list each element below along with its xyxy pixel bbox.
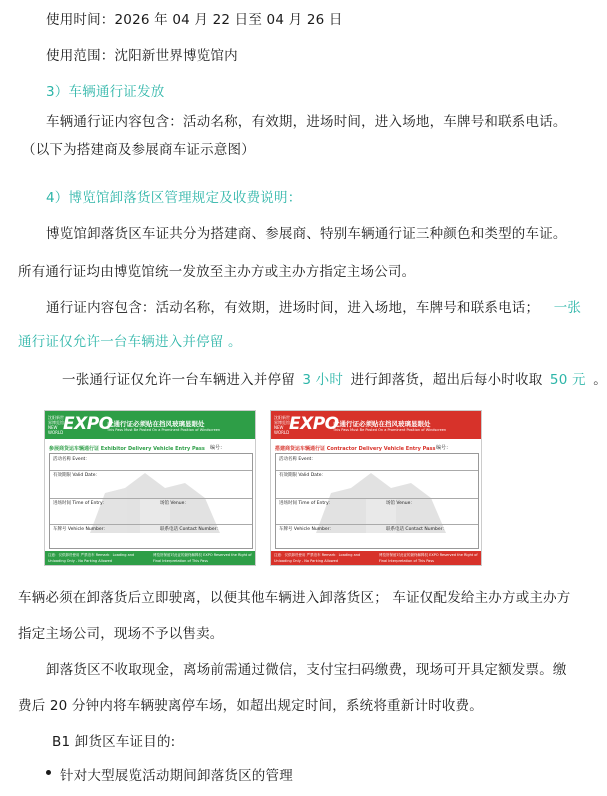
windscreen-notice (107, 419, 255, 432)
form-row (276, 454, 478, 471)
footer-rights: 博览馆保留对此证的最终解释权 EXPO Reserved the Right of Final Interpretation of This Pass (153, 553, 252, 563)
field-event: 活动名称 Event： (279, 457, 316, 462)
exhibitor-pass-green (44, 410, 256, 566)
paragraph-payment-1: 卸落货区不收取现金，离场前需通过微信，支付宝扫码缴费，现场可开具定额发票。缴 (46, 662, 567, 678)
field-contact-number: 联系电话 Contact Number： (386, 527, 447, 532)
field-valid-date: 有效期限 Valid Date： (279, 473, 326, 478)
paragraph-pass-rule-1 (46, 296, 581, 316)
pass-form (49, 453, 253, 549)
fee-text-a: 一张通行证仅允许一台车辆进入并停留 (62, 372, 295, 388)
notice-cn: 此通行证必须贴在挡风玻璃显眼处 (333, 419, 431, 428)
form-row (276, 470, 478, 499)
field-time-of-entry: 进场时间 Time of Entry： (279, 501, 334, 506)
brand-small-text: 沈阳新世界博览馆 NEW WORLD (274, 415, 290, 435)
subheading-b1: B1 卸货区车证目的: (52, 734, 176, 750)
pass-rule-text: 通行证内容包含：活动名称，有效期，进场时间，进入场地，车牌号和联系电话； (46, 300, 540, 316)
pass-header (271, 411, 481, 439)
form-row (50, 498, 252, 525)
fee-amount: 50 元 (549, 372, 586, 388)
field-time-of-entry: 进场时间 Time of Entry： (53, 501, 108, 506)
form-row (276, 498, 478, 525)
windscreen-notice (333, 419, 481, 432)
notice-en: This Pass Must Be Posted On a Prominent Position of Windscreen (107, 427, 221, 432)
field-venue: 场馆 Venue： (386, 501, 415, 506)
usage-time: 使用时间：2026 年 04 月 22 日至 04 月 26 日 (46, 12, 343, 28)
paragraph-payment-2: 费后 20 分钟内将车辆驶离停车场，如超出规定时间，系统将重新计时收费。 (18, 698, 483, 714)
pass-form (275, 453, 479, 549)
notice-cn: 此通行证必须贴在挡风玻璃显眼处 (107, 419, 205, 428)
bullet-dot (46, 770, 51, 775)
form-row (276, 524, 478, 548)
paragraph-parking-fee (62, 368, 607, 388)
paragraph-pass-contents: 车辆通行证内容包含：活动名称，有效期，进场时间，进入场地，车牌号和联系电话。 (46, 114, 567, 130)
field-venue: 场馆 Venue： (160, 501, 189, 506)
contractor-pass-red (270, 410, 482, 566)
paragraph-leave-after-unload-1: 车辆必须在卸落货后立即驶离，以便其他车辆进入卸落货区； 车证仅配发给主办方或主办方 (18, 590, 571, 606)
paragraph-pass-types-1: 博览馆卸落货区车证共分为搭建商、参展商、特别车辆通行证三种颜色和类型的车证。 (46, 226, 567, 242)
pass-title: 搭建商货运车辆通行证 Contractor Delivery Vehicle Entry Pass (275, 446, 436, 452)
expo-logo (271, 411, 339, 439)
form-row (50, 524, 252, 548)
bullet-item-1: 针对大型展览活动期间卸落货区的管理 (60, 768, 293, 784)
field-vehicle-number: 车牌号 Vehicle Number： (279, 527, 335, 532)
pass-footer (271, 551, 481, 565)
fee-text-b: 进行卸落货，超出后每小时收取 (350, 372, 543, 388)
field-vehicle-number: 车牌号 Vehicle Number： (53, 527, 109, 532)
paragraph-leave-after-unload-2: 指定主场公司，现场不予以售卖。 (18, 626, 224, 642)
form-row (50, 470, 252, 499)
section-heading-4: 4）博览馆卸落货区管理规定及收费说明： (46, 190, 302, 206)
pass-number-label: 编号： (435, 445, 451, 451)
pass-rule-highlight: 一张 (553, 300, 582, 316)
footer-remark: 注意：仅供卸货使用 严禁泊车 Remark：Loading and Unloading Only - No Parking Allowed (48, 553, 135, 563)
vehicle-pass-samples (44, 410, 482, 566)
expo-logo (45, 411, 113, 439)
form-row (50, 454, 252, 471)
field-event: 活动名称 Event： (53, 457, 90, 462)
logo-text: EXPO (289, 414, 339, 434)
logo-text: EXPO (63, 414, 113, 434)
paragraph-pass-types-2: 所有通行证均由博览馆统一发放至主办方或主办方指定主场公司。 (18, 264, 416, 280)
field-contact-number: 联系电话 Contact Number： (160, 527, 221, 532)
paragraph-diagram-note: （以下为搭建商及参展商车证示意图） (22, 142, 255, 158)
footer-remark: 注意：仅供卸货使用 严禁泊车 Remark：Loading and Unloading Only - No Parking Allowed (274, 553, 361, 563)
section-heading-3: 3）车辆通行证发放 (46, 84, 165, 100)
field-valid-date: 有效期限 Valid Date： (53, 473, 100, 478)
pass-header (45, 411, 255, 439)
fee-text-c: 。 (593, 372, 607, 388)
pass-title: 参展商货运车辆通行证 Exhibitor Delivery Vehicle Entry Pass (49, 446, 205, 452)
fee-duration: 3 小时 (302, 372, 344, 388)
footer-rights: 博览馆保留对此证的最终解释权 EXPO Reserved the Right of Final Interpretation of This Pass (379, 553, 478, 563)
usage-scope: 使用范围：沈阳新世界博览馆内 (46, 48, 238, 64)
paragraph-pass-rule-2: 通行证仅允许一台车辆进入并停留 。 (18, 334, 242, 350)
pass-footer (45, 551, 255, 565)
notice-en: This Pass Must Be Posted On a Prominent Position of Windscreen (333, 427, 447, 432)
pass-number-label: 编号： (209, 445, 225, 451)
brand-small-text: 沈阳新世界博览馆 NEW WORLD (48, 415, 64, 435)
